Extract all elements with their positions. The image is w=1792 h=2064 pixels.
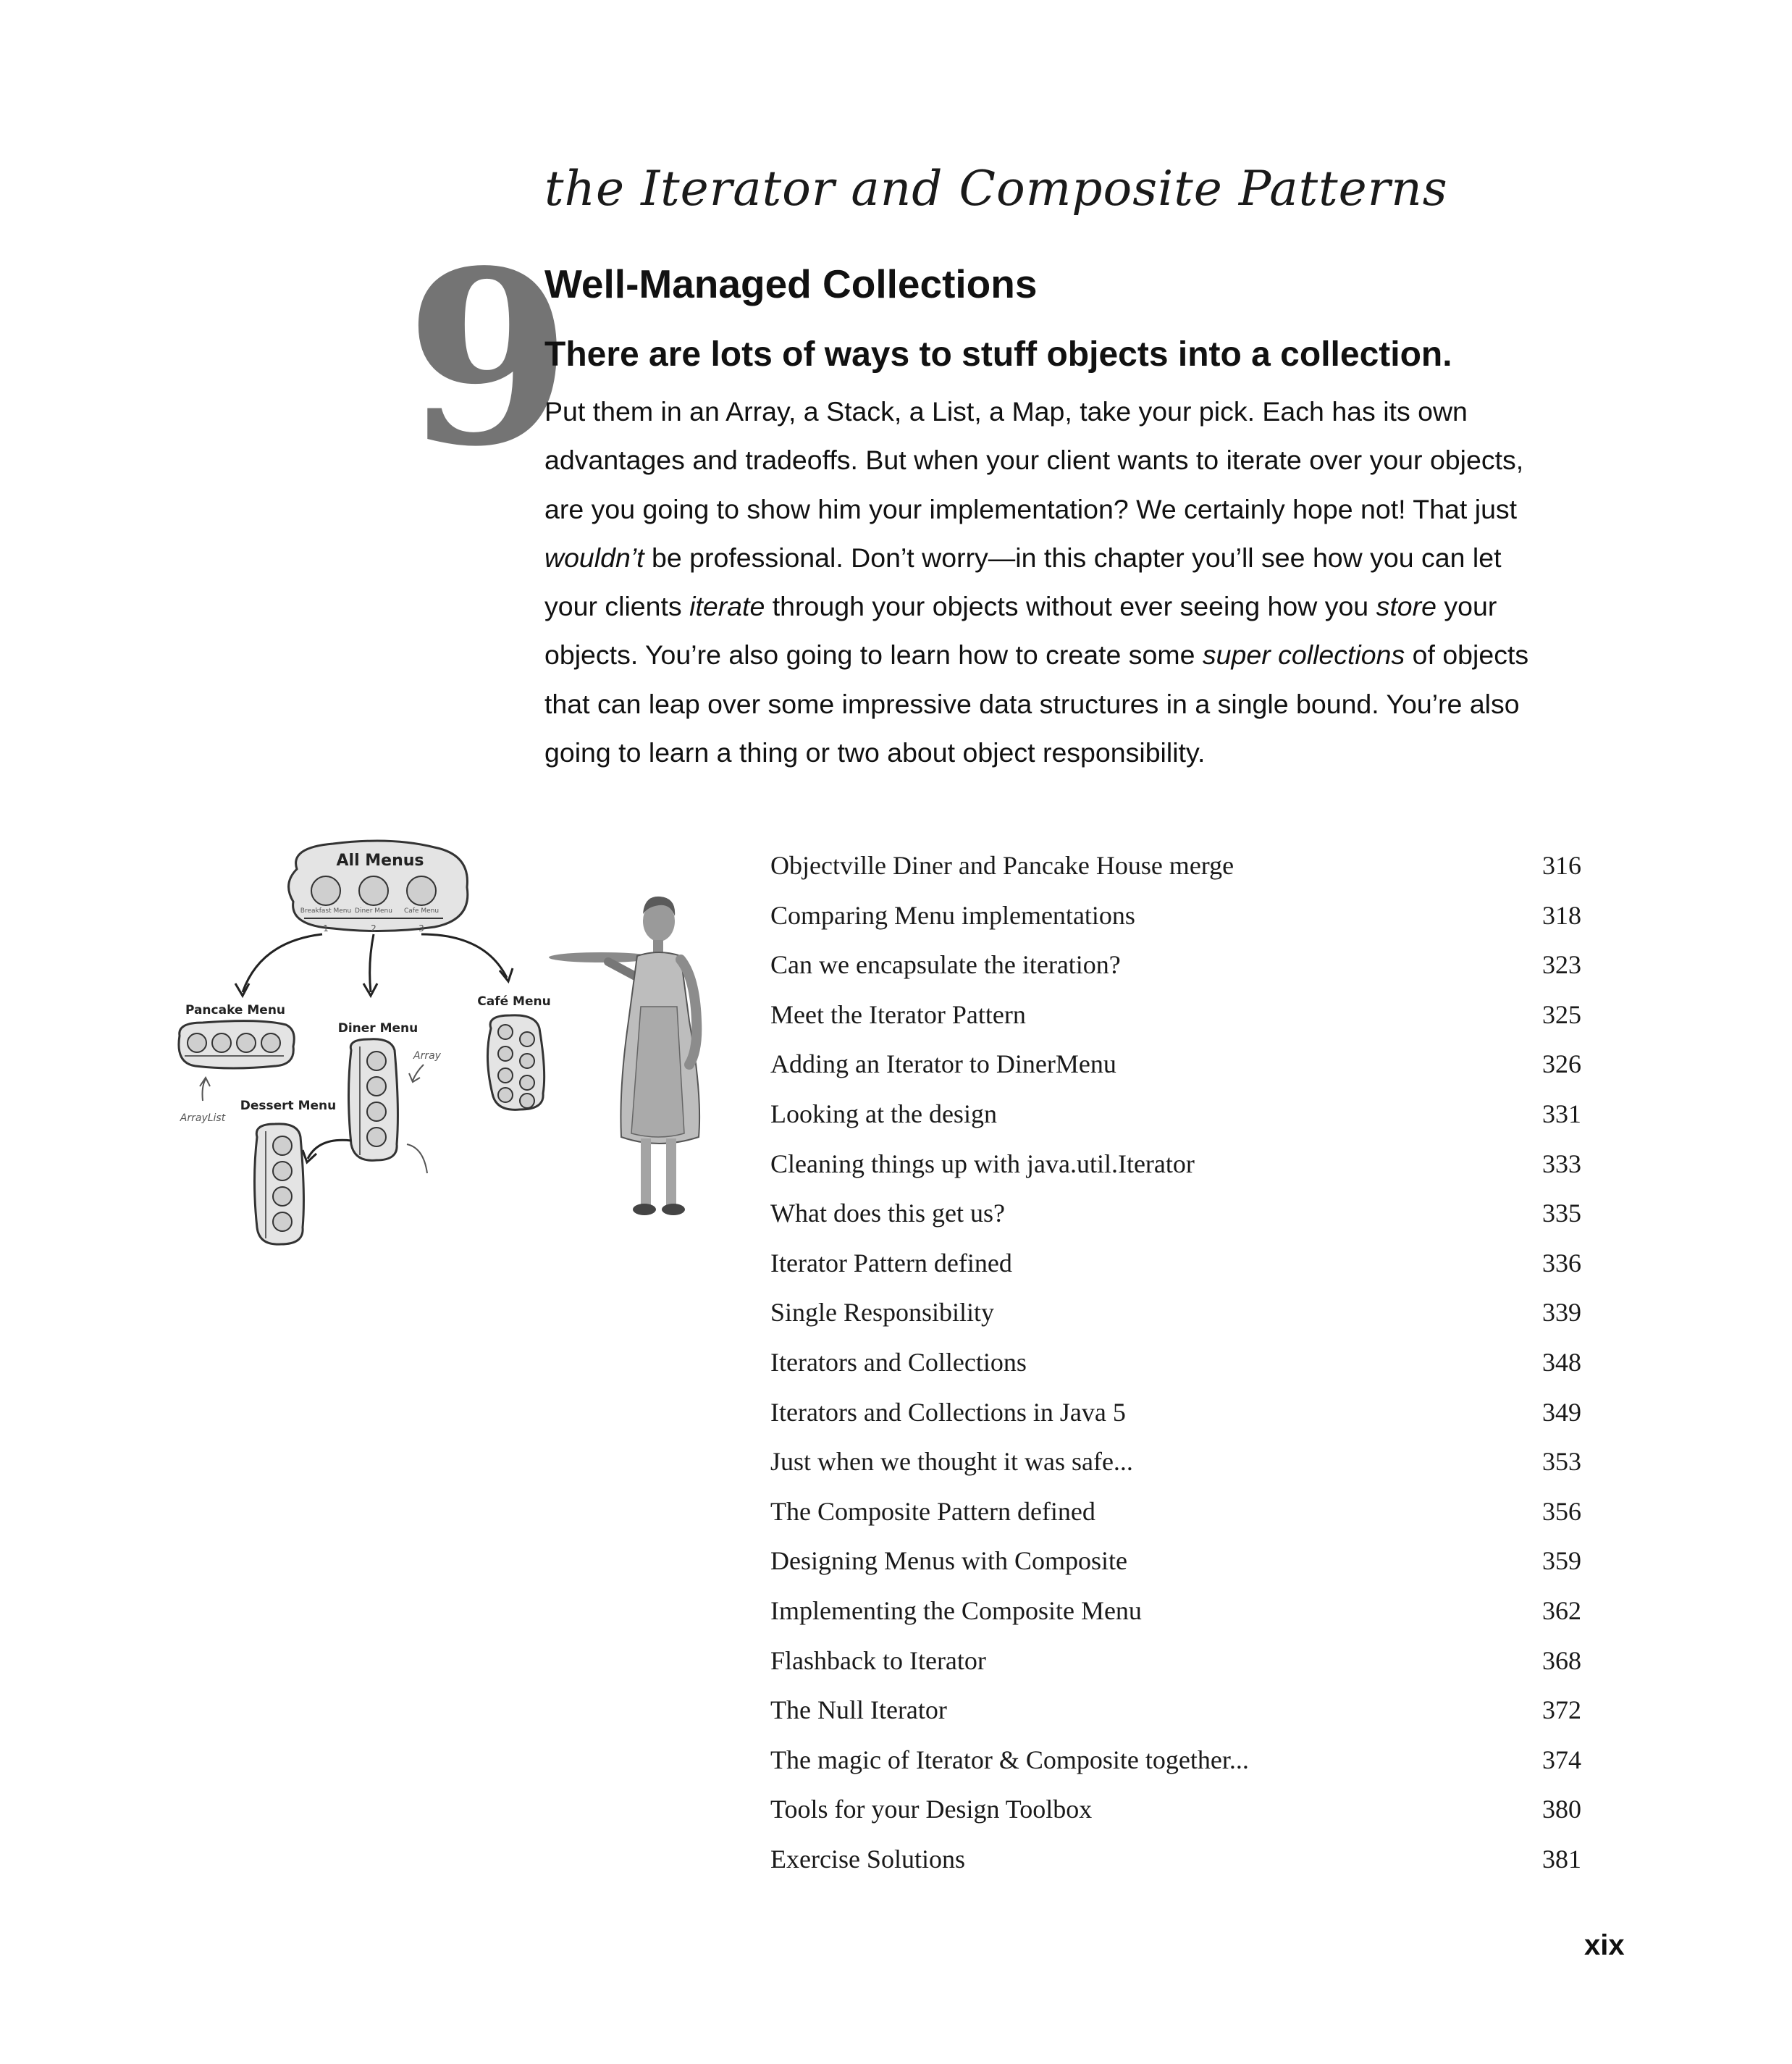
toc-entry[interactable] <box>770 1238 1581 1288</box>
waitress-figure <box>549 897 699 1215</box>
toc-entry-title: Single Responsibility <box>770 1298 995 1327</box>
chapter-title: the Iterator and Composite Patterns <box>544 161 1448 217</box>
toc-entry-page: 316 <box>1542 851 1581 880</box>
toc-entry[interactable] <box>770 1636 1581 1686</box>
page-folio: xix <box>1584 1929 1625 1961</box>
dessert-menu-item <box>273 1136 292 1155</box>
cafe-menu-item <box>520 1032 534 1046</box>
dessert-menu-label: Dessert Menu <box>240 1099 337 1113</box>
intro-text: are you going to show him your implementation? We certainly hope not! That just <box>544 493 1518 524</box>
all-menus-item <box>359 876 388 905</box>
index-label: 3 <box>418 923 424 934</box>
intro-text: advantages and tradeoffs. But when your client wants to iterate over your objects, <box>544 445 1524 476</box>
cafe-menu-item <box>520 1075 534 1090</box>
array-note: Array <box>413 1050 441 1062</box>
toc-entry[interactable] <box>770 1735 1581 1785</box>
toc-entry-title: The Composite Pattern defined <box>770 1496 1095 1526</box>
toc-entry-title: Implementing the Composite Menu <box>770 1595 1142 1625</box>
toc-entry-page: 359 <box>1542 1546 1581 1576</box>
toc-entry-page: 353 <box>1542 1447 1581 1477</box>
toc-entry-page: 356 <box>1542 1496 1581 1526</box>
intro-text: that can leap over some impressive data structures in a single bound. You’re also <box>544 688 1520 719</box>
cafe-menu-item <box>520 1094 534 1108</box>
intro-text: your clients <box>544 591 690 622</box>
toc-entry[interactable] <box>770 841 1581 891</box>
toc-entry[interactable] <box>770 1338 1581 1388</box>
cafe-menu-item <box>520 1054 534 1068</box>
chapter-intro <box>544 387 1587 777</box>
intro-line <box>544 680 1587 729</box>
menu-hierarchy-illustration <box>174 833 724 1253</box>
intro-text: through your objects without ever seeing how you <box>765 591 1376 622</box>
toc-entry[interactable] <box>770 1089 1581 1139</box>
all-menus-label: All Menus <box>336 852 424 870</box>
intro-line <box>544 436 1587 484</box>
chapter-subtitle: Well-Managed Collections <box>544 261 1038 306</box>
dessert-menu-item <box>273 1162 292 1180</box>
submenu-label: Breakfast Menu <box>300 907 352 915</box>
toc-entry-title: Looking at the design <box>770 1099 997 1128</box>
cafe-menu-blob <box>487 1015 544 1110</box>
toc-entry-page: 348 <box>1542 1347 1581 1377</box>
diner-menu-item <box>367 1077 386 1096</box>
submenu-label: Cafe Menu <box>403 907 439 915</box>
toc-entry-title: Adding an Iterator to DinerMenu <box>770 1049 1116 1079</box>
toc-entry-page: 331 <box>1542 1099 1581 1128</box>
intro-emphasis: iterate <box>689 591 765 622</box>
pancake-menu-item <box>212 1033 231 1052</box>
toc-entry-page: 339 <box>1542 1298 1581 1327</box>
diner-menu-item <box>367 1052 386 1070</box>
toc-entry-title: Can we encapsulate the iteration? <box>770 950 1121 980</box>
toc-entry-title: Meet the Iterator Pattern <box>770 999 1026 1029</box>
cafe-menu-label: Café Menu <box>477 994 551 1009</box>
intro-emphasis: store <box>1376 591 1436 622</box>
toc-entry-title: Tools for your Design Toolbox <box>770 1795 1093 1824</box>
toc-entry-page: 318 <box>1542 900 1581 930</box>
toc-entry-page: 326 <box>1542 1049 1581 1079</box>
cafe-menu-item <box>498 1025 513 1039</box>
intro-line <box>544 729 1587 777</box>
toc-entry-title: What does this get us? <box>770 1199 1005 1228</box>
diner-menu-item <box>367 1102 386 1121</box>
toc-entry[interactable] <box>770 1139 1581 1189</box>
index-label: 2 <box>371 923 377 934</box>
pancake-menu-label: Pancake Menu <box>185 1003 286 1018</box>
intro-text: Put them in an Array, a Stack, a List, a Map, take your pick. Each has its own <box>544 396 1468 427</box>
cafe-menu-item <box>498 1068 513 1083</box>
intro-text: your <box>1436 591 1497 622</box>
toc-entry-title: The Null Iterator <box>770 1695 947 1725</box>
toc-entry-page: 333 <box>1542 1149 1581 1178</box>
toc-entry-page: 335 <box>1542 1199 1581 1228</box>
chapter-lead: There are lots of ways to stuff objects into a collection. <box>544 335 1452 374</box>
all-menus-item <box>311 876 340 905</box>
table-of-contents <box>770 841 1581 1884</box>
intro-line <box>544 387 1587 436</box>
intro-emphasis: super collections <box>1202 639 1405 671</box>
toc-entry-page: 336 <box>1542 1248 1581 1278</box>
toc-entry[interactable] <box>770 891 1581 941</box>
dessert-menu-item <box>273 1187 292 1206</box>
toc-entry[interactable] <box>770 1834 1581 1884</box>
index-label: 1 <box>323 923 329 934</box>
intro-text: going to learn a thing or two about object responsibility. <box>544 737 1206 768</box>
toc-entry-title: Exercise Solutions <box>770 1844 965 1874</box>
diner-menu-label: Diner Menu <box>337 1021 418 1036</box>
pancake-menu-item <box>237 1033 256 1052</box>
intro-line <box>544 534 1587 582</box>
toc-entry[interactable] <box>770 990 1581 1040</box>
toc-entry-page: 381 <box>1542 1844 1581 1874</box>
toc-entry[interactable] <box>770 1586 1581 1636</box>
toc-entry[interactable] <box>770 940 1581 990</box>
intro-emphasis: wouldn’t <box>544 542 644 573</box>
intro-text: of objects <box>1405 639 1529 671</box>
diner-menu-item <box>367 1128 386 1146</box>
toc-entry-title: The magic of Iterator & Composite together... <box>770 1745 1249 1774</box>
toc-entry[interactable] <box>770 1288 1581 1338</box>
cafe-menu-item <box>498 1046 513 1061</box>
intro-line <box>544 631 1587 679</box>
toc-entry-title: Iterators and Collections in Java 5 <box>770 1397 1126 1427</box>
pancake-menu-item <box>261 1033 280 1052</box>
toc-entry-title: Flashback to Iterator <box>770 1645 986 1675</box>
submenu-label: Diner Menu <box>355 907 392 915</box>
toc-entry-page: 323 <box>1542 950 1581 980</box>
toc-entry-title: Iterators and Collections <box>770 1347 1027 1377</box>
toc-entry-title: Cleaning things up with java.util.Iterator <box>770 1149 1195 1178</box>
toc-entry[interactable] <box>770 1388 1581 1438</box>
toc-entry-page: 380 <box>1542 1795 1581 1824</box>
all-menus-item <box>407 876 436 905</box>
toc-entry-page: 368 <box>1542 1645 1581 1675</box>
toc-entry[interactable] <box>770 1437 1581 1487</box>
toc-entry-title: Objectville Diner and Pancake House merge <box>770 851 1234 880</box>
toc-entry[interactable] <box>770 1784 1581 1834</box>
toc-entry-page: 362 <box>1542 1595 1581 1625</box>
toc-entry[interactable] <box>770 1487 1581 1537</box>
toc-entry-title: Just when we thought it was safe... <box>770 1447 1133 1477</box>
toc-entry-title: Comparing Menu implementations <box>770 900 1135 930</box>
dessert-menu-item <box>273 1212 292 1231</box>
toc-entry[interactable] <box>770 1536 1581 1586</box>
toc-entry-title: Designing Menus with Composite <box>770 1546 1127 1576</box>
toc-entry[interactable] <box>770 1188 1581 1238</box>
intro-text: objects. You’re also going to learn how to create some <box>544 639 1203 671</box>
intro-text: be professional. Don’t worry—in this chapter you’ll see how you can let <box>644 542 1502 573</box>
toc-entry[interactable] <box>770 1039 1581 1089</box>
cafe-menu-item <box>498 1088 513 1102</box>
intro-line <box>544 485 1587 534</box>
toc-entry-title: Iterator Pattern defined <box>770 1248 1012 1278</box>
chapter-number: 9 <box>405 218 572 499</box>
toc-entry-page: 374 <box>1542 1745 1581 1774</box>
toc-entry-page: 325 <box>1542 999 1581 1029</box>
intro-line <box>544 582 1587 631</box>
toc-entry-page: 349 <box>1542 1397 1581 1427</box>
toc-entry[interactable] <box>770 1685 1581 1735</box>
pancake-menu-item <box>188 1033 206 1052</box>
arraylist-note: ArrayList <box>180 1112 226 1124</box>
toc-entry-page: 372 <box>1542 1695 1581 1725</box>
